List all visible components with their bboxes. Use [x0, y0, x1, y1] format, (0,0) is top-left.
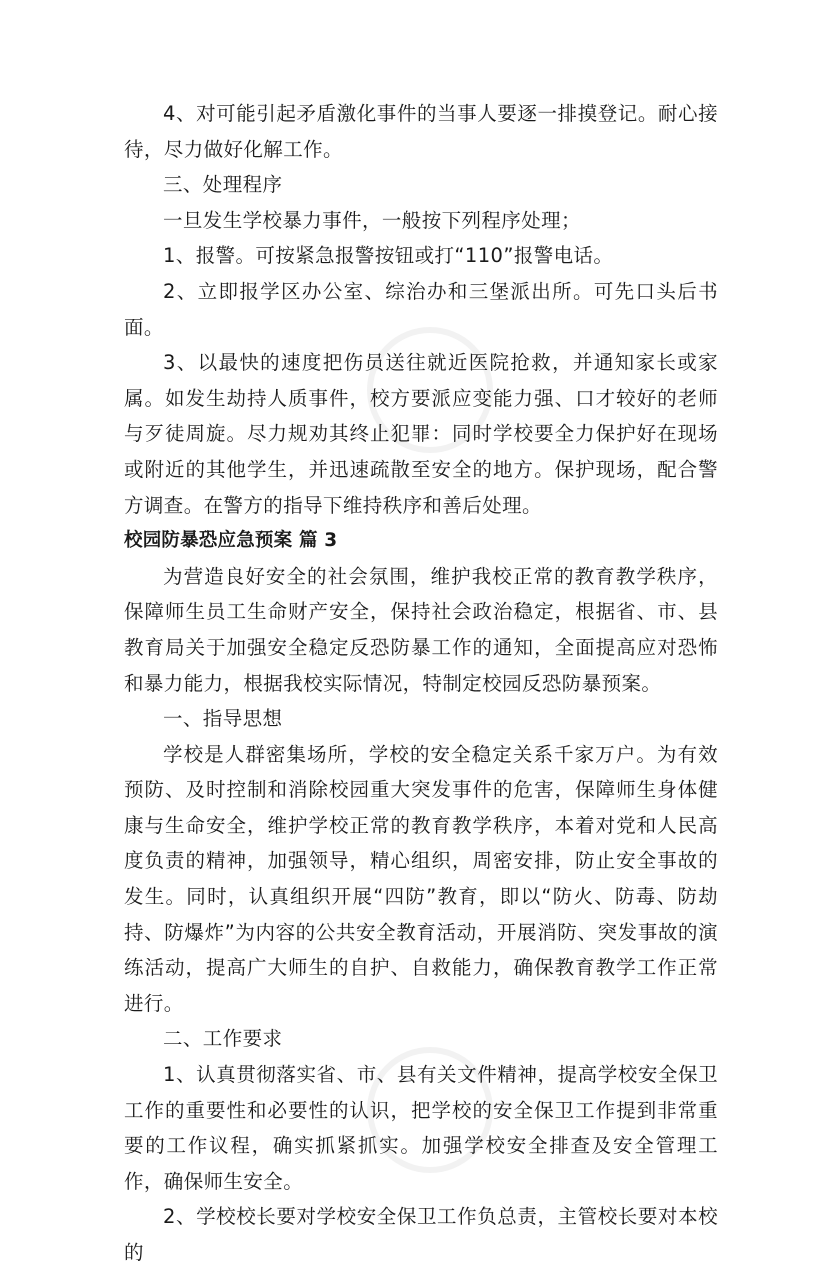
document-section-title: 校园防暴恐应急预案 篇 3	[124, 530, 338, 552]
paragraph-requirement-2: 2、学校校长要对学校安全保卫工作负总责，主管校长要对本校的	[124, 1205, 718, 1264]
document-body	[124, 96, 718, 1271]
paragraph-item-4: 4、对可能引起矛盾激化事件的当事人要逐一排摸登记。耐心接待，尽力做好化解工作。	[124, 102, 718, 161]
paragraph-step-2: 2、立即报学区办公室、综治办和三堡派出所。可先口头后书面。	[124, 279, 718, 339]
paragraph-requirement-1: 1、认真贯彻落实省、市、县有关文件精神，提高学校安全保卫工作的重要性和必要性的认识，把学校的安全保卫工作提到非常重要的工作议程，确实抓紧抓实。加强学校安全排查及安全管理工作，确保师生安全。	[124, 1063, 718, 1193]
paragraph-guiding-ideology: 学校是人群密集场所，学校的安全稳定关系千家万户。为有效预防、及时控制和消除校园重大突发事件的危害，保障师生身体健康与生命安全，维护学校正常的教育教学秩序，本着对党和人民高度负责的精神，加强领导，精心组织，周密安排，防止安全事故的发生。同时，认真组织开展“四防”教育，即以“防火、防毒、防劫持、防爆炸”为内容的公共安全教育活动，开展消防、突发事故的演练活动，提高广大师生的自护、自救能力，确保教育教学工作正常进行。	[124, 742, 718, 1015]
section-heading-procedure: 三、处理程序	[163, 173, 283, 197]
paragraph-procedure-intro: 一旦发生学校暴力事件，一般按下列程序处理；	[163, 208, 581, 232]
paragraph-step-1: 1、报警。可按紧急报警按钮或打“110”报警电话。	[163, 244, 614, 268]
section-heading-work-requirements: 二、工作要求	[163, 1027, 283, 1051]
section-heading-guiding-ideology: 一、指导思想	[163, 707, 283, 731]
paragraph-intro: 为营造良好安全的社会氛围，维护我校正常的教育教学秩序，保障师生员工生命财产安全，保持社会政治稳定，根据省、市、县教育局关于加强安全稳定反恐防暴工作的通知，全面提高应对恐怖和暴力能力，根据我校实际情况，特制定校园反恐防暴预案。	[124, 564, 718, 695]
paragraph-step-3: 3、以最快的速度把伤员送往就近医院抢救，并通知家长或家属。如发生劫持人质事件，校方要派应变能力强、口才较好的老师与歹徒周旋。尽力规劝其终止犯罪：同时学校要全力保护好在现场或附近的其他学生，并迅速疏散至安全的地方。保护现场，配合警方调查。在警方的指导下维持秩序和善后处理。	[124, 351, 718, 517]
